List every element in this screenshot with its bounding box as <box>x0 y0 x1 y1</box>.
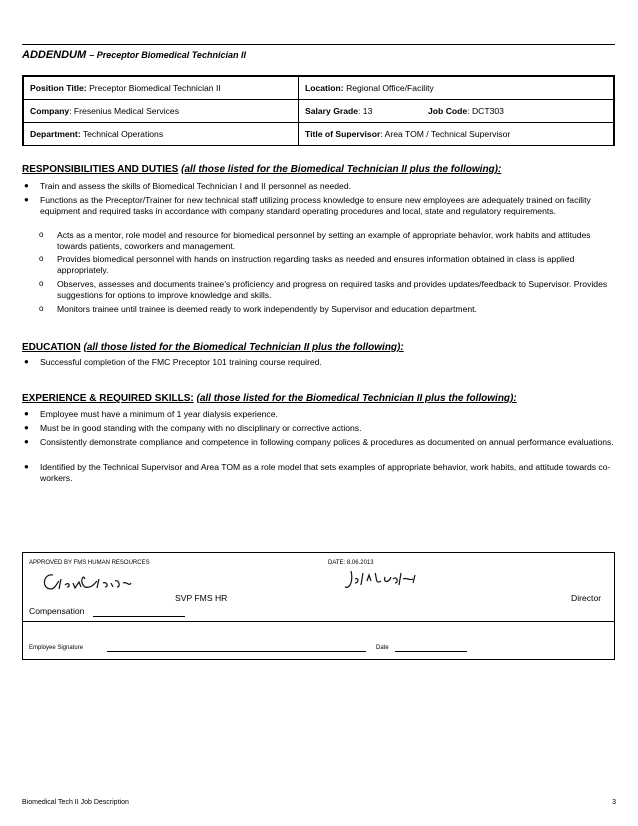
experience-heading: EXPERIENCE & REQUIRED SKILLS: (all those listed for the Biomedical Technician II plus the following): <box>22 393 517 404</box>
sub-list-item: o Acts as a mentor, role model and resource for biomedical personnel by setting an example of appropriate behavior, work habits and attitudes towards patients, coworkers and management. <box>39 230 591 251</box>
department-cell: Department: Technical Operations <box>24 123 299 146</box>
compensation-line <box>93 616 185 617</box>
list-item: ● Functions as the Preceptor/Trainer for new technical staff utilizing process knowledge to ensure new employees are adequately trained on facility equipment and required tasks in accordance with company standard operating procedures and local, state and regulatory requirements. <box>24 195 591 216</box>
list-item: ● Train and assess the skills of Biomedical Technician I and II personnel as needed. <box>24 181 351 191</box>
addendum-subtitle: – Preceptor Biomedical Technician II <box>89 50 246 60</box>
hr-signature-icon <box>39 569 134 595</box>
position-info-table <box>22 75 615 146</box>
sub-list-item: o Observes, assesses and documents trainee’s proficiency and progress on required tasks and provides updates/feedback to Supervisor. Provides suggestions for options to improve knowledge and skills. <box>39 279 608 300</box>
list-item: ● Must be in good standing with the company with no disciplinary or corrective actions. <box>24 423 362 433</box>
addendum-label: ADDENDUM <box>22 49 87 61</box>
company-cell: Company: Fresenius Medical Services <box>24 100 299 123</box>
approved-by-label: APPROVED BY FMS HUMAN RESOURCES <box>29 560 150 566</box>
list-item: ● Identified by the Technical Supervisor and Area TOM as a role model that sets examples of appropriate behavior, work habits, and attitude towards co-workers. <box>24 462 611 483</box>
footer-title: Biomedical Tech II Job Description <box>22 799 129 806</box>
addendum-heading <box>22 49 246 61</box>
sub-list-item: o Monitors trainee until trainee is deemed ready to work independently by Supervisor and education department. <box>39 304 477 314</box>
salary-jobcode-cell: Salary Grade: 13 Job Code: DCT303 <box>299 100 614 123</box>
employee-signature-label: Employee Signature <box>29 645 84 651</box>
list-item: ● Successful completion of the FMC Preceptor 101 training course required. <box>24 357 322 367</box>
svp-title: SVP FMS HR <box>175 593 228 603</box>
top-rule <box>22 44 615 45</box>
director-title: Director <box>571 593 602 603</box>
approval-box <box>22 552 615 660</box>
position-title-cell: Position Title: Preceptor Biomedical Technician II <box>24 77 299 100</box>
list-item: ● Consistently demonstrate compliance and competence in following company polices & procedures as documented on annual performance evaluations. <box>24 437 614 447</box>
supervisor-cell: Title of Supervisor: Area TOM / Technical Supervisor <box>299 123 614 146</box>
page-number: 3 <box>612 799 616 806</box>
list-item: ● Employee must have a minimum of 1 year dialysis experience. <box>24 409 278 419</box>
director-signature-icon <box>341 567 421 595</box>
employee-signature-line[interactable] <box>107 651 366 652</box>
responsibilities-heading: RESPONSIBILITIES AND DUTIES (all those listed for the Biomedical Technician II plus the following): <box>22 164 502 175</box>
approval-date: DATE: 8.06.2013 <box>328 560 374 566</box>
date-label: Date <box>376 645 389 651</box>
compensation-label: Compensation <box>29 606 85 616</box>
education-heading: EDUCATION (all those listed for the Biomedical Technician II plus the following): <box>22 342 404 353</box>
sub-list-item: o Provides biomedical personnel with hands on instruction regarding tasks as needed and ensures information obtained in class is applied appropriately. <box>39 254 575 275</box>
approval-divider <box>23 621 614 622</box>
location-cell: Location: Regional Office/Facility <box>299 77 614 100</box>
date-line[interactable] <box>395 651 467 652</box>
